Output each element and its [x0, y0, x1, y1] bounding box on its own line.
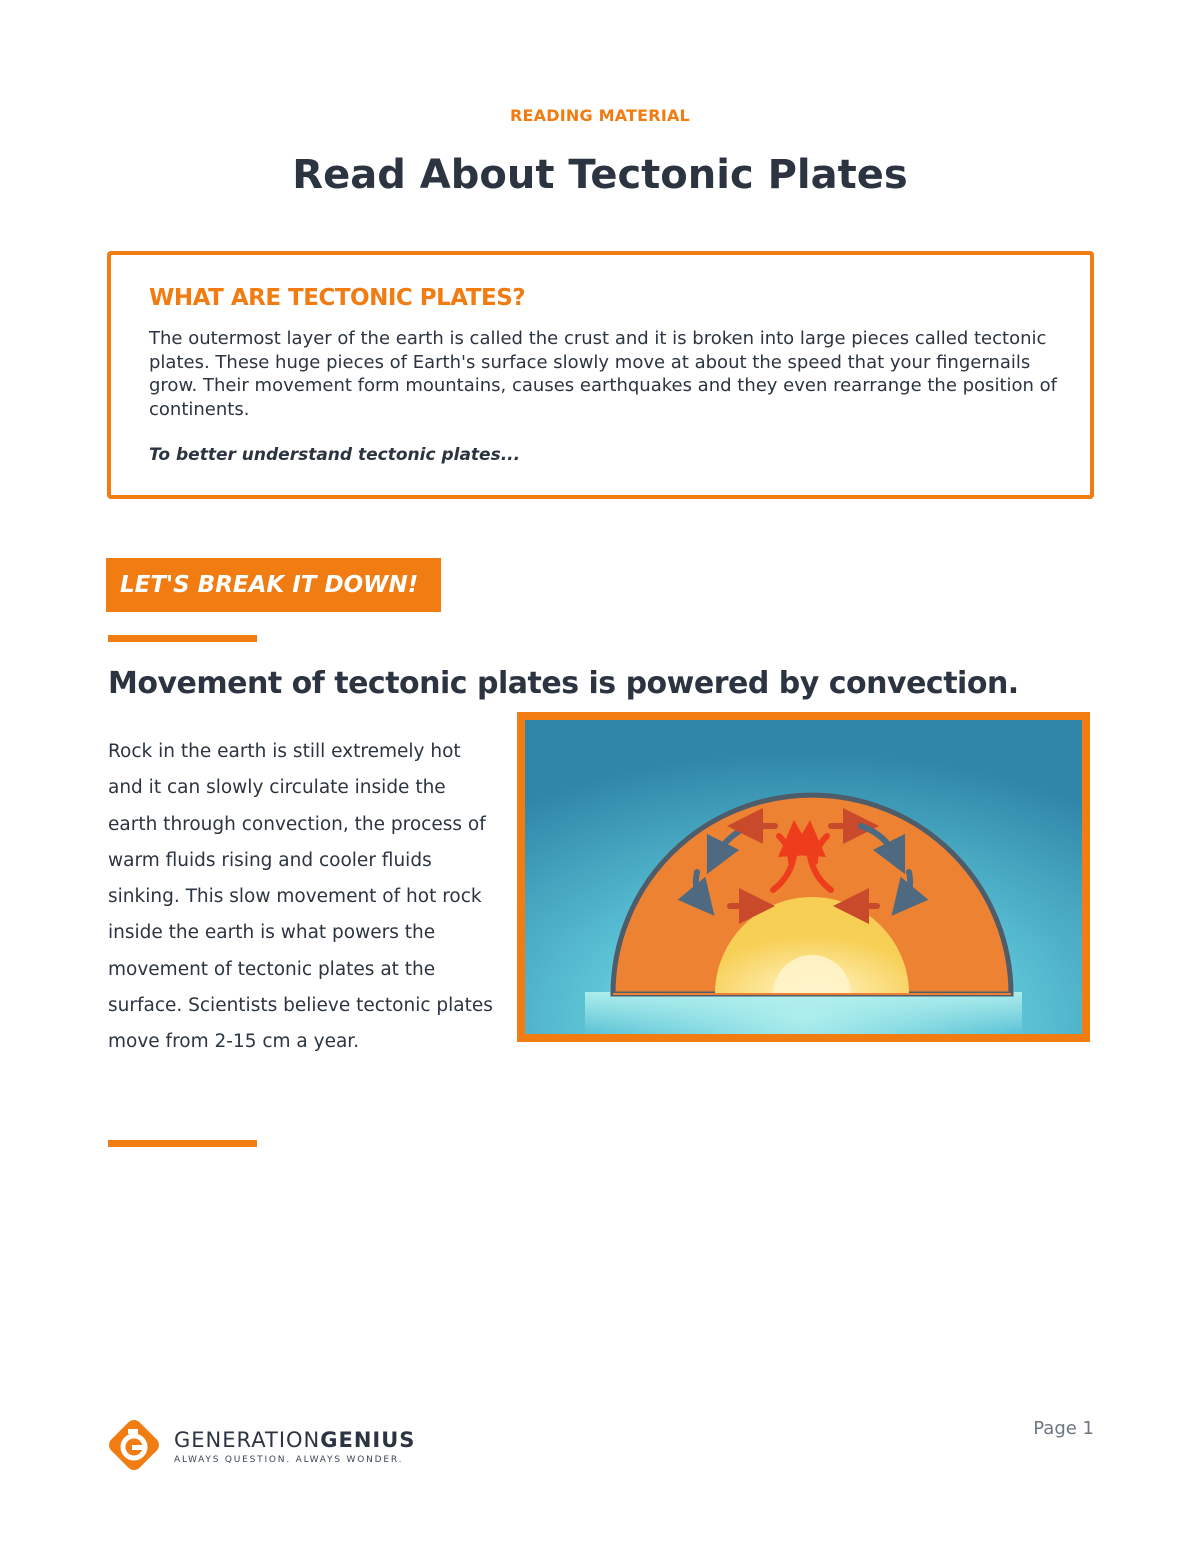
- reading-material-label: READING MATERIAL: [510, 106, 690, 125]
- logo-tagline: ALWAYS QUESTION. ALWAYS WONDER.: [174, 1455, 404, 1465]
- section-heading: Movement of tectonic plates is powered by convection.: [108, 666, 1019, 701]
- page-title: Read About Tectonic Plates: [292, 152, 908, 198]
- section-body: Rock in the earth is still extremely hot and it can slowly circulate inside the earth through convection, the process of warm fluids rising and cooler fluids sinking. This slow movement of hot rock inside the earth is what powers the movement of tectonic plates at the surface. Scientists believe tectonic plates move from 2-15 cm a year.: [108, 741, 493, 1053]
- intro-box: [107, 251, 1094, 499]
- page-number: Page 1: [1033, 1418, 1094, 1439]
- intro-lead: To better understand tectonic plates...: [149, 445, 521, 465]
- earth-cross-section-image: [525, 720, 1082, 1034]
- generation-genius-logo: [104, 1415, 424, 1475]
- banner-text: LET'S BREAK IT DOWN!: [120, 572, 419, 598]
- divider-top: [108, 635, 257, 642]
- convection-illustration: [517, 712, 1090, 1042]
- logo-name: GENERATIONGENIUS: [174, 1428, 416, 1452]
- surface-glow: [585, 992, 1022, 1034]
- intro-heading: WHAT ARE TECTONIC PLATES?: [149, 285, 526, 311]
- break-it-down-banner: [106, 558, 441, 612]
- divider-bottom: [108, 1140, 257, 1147]
- logo-mark-icon: [104, 1415, 164, 1475]
- intro-body: The outermost layer of the earth is called the crust and it is broken into large pieces called tectonic plates. These huge pieces of Earth's surface slowly move at about the speed that your fingernails grow. Their movement form mountains, causes earthquakes and they even rearrange the position of continents.: [149, 328, 1057, 420]
